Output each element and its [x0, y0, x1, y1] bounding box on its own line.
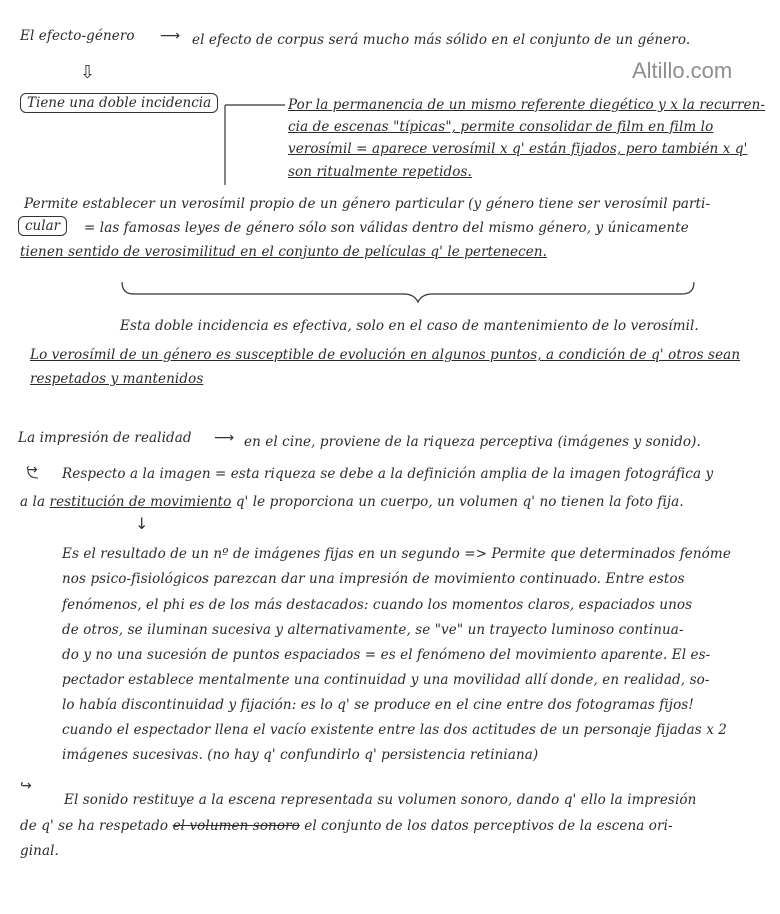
evolucion-line-1: Lo verosímil de un género es susceptible de evolución en algunos puntos, a condición de q' otros sean: [30, 347, 741, 363]
section-title-efecto-genero: El efecto-género: [20, 28, 135, 44]
incidence-line-2: cia de escenas "típicas", permite consolidar de film en film lo: [288, 119, 714, 135]
phi-paragraph-line-8: cuando el espectador llena el vacío existente entre las dos actitudes de un personaje fijadas x 2: [62, 722, 727, 738]
hook-stroke: [28, 470, 38, 478]
right-arrow-icon: ⟶: [214, 430, 235, 446]
evolucion-line-2: respetados y mantenidos: [30, 371, 204, 387]
doble-incidencia-efectiva: Esta doble incidencia es efectiva, solo en el caso de mantenimiento de lo verosímil.: [120, 318, 699, 334]
imagen-line-1: Respecto a la imagen = esta riqueza se debe a la definición amplia de la imagen fotográfica y: [62, 466, 714, 482]
phi-paragraph-line-9: imágenes sucesivas. (no hay q' confundirlo q' persistencia retiniana): [62, 747, 539, 763]
sonido-line-3: ginal.: [20, 843, 59, 859]
incidence-line-4: son ritualmente repetidos.: [288, 164, 472, 180]
phi-paragraph-line-4: de otros, se iluminan sucesiva y alternativamente, se "ve" un trayecto luminoso continua-: [62, 622, 684, 638]
down-arrow-icon: ↓: [135, 514, 149, 533]
imagen-line-2-start: a la: [20, 494, 46, 510]
doble-incidencia-box: Tiene una doble incidencia: [20, 93, 218, 113]
hook-arrow-icon: ↪: [20, 778, 32, 794]
phi-paragraph-line-3: fenómenos, el phi es de los más destacados: cuando los momentos claros, espaciados unos: [62, 597, 693, 613]
paragraph-verosimil-line-3: tienen sentido de verosimilitud en el conjunto de películas q' le pertenecen.: [20, 244, 548, 260]
phi-paragraph-line-6: pectador establece mentalmente una continuidad y una movilidad allí donde, en realidad, so-: [62, 672, 710, 688]
phi-paragraph-line-1: Es el resultado de un nº de imágenes fijas en un segundo => Permite que determinados fenóme: [62, 546, 731, 562]
down-arrow-icon: ⇩: [80, 62, 96, 83]
incidence-line-1: Por la permanencia de un mismo referente diegético y x la recurren-: [288, 97, 766, 113]
watermark-logo: Altillo.com: [632, 58, 733, 83]
paragraph-verosimil-line-1: Permite establecer un verosímil propio de un género particular (y género tiene ser verosímil parti-: [24, 196, 711, 212]
incidence-line-3: verosímil = aparece verosímil x q' están fijados, pero también x q': [288, 141, 748, 157]
section-title-impresion-realidad: La impresión de realidad: [18, 430, 192, 446]
sonido-line-2-start: de q' se ha respetado: [20, 818, 169, 834]
cular-box: cular: [18, 216, 67, 236]
phi-paragraph-line-7: lo había discontinuidad y fijación: es lo q' se produce en el cine entre dos fotogramas fijos!: [62, 697, 694, 713]
struck-text: el volumen sonoro: [172, 818, 300, 834]
phi-paragraph-line-2: nos psico-fisiológicos parezcan dar una impresión de movimiento continuado. Entre estos: [62, 571, 685, 587]
sonido-line-2-end: el conjunto de los datos perceptivos de la escena ori-: [304, 818, 673, 834]
restitucion-movimiento: restitución de movimiento: [49, 494, 232, 510]
sonido-line-1: El sonido restituye a la escena representada su volumen sonoro, dando q' ello la impresión: [64, 792, 697, 808]
imagen-line-2-end: q' le proporciona un cuerpo, un volumen q' no tienen la foto fija.: [235, 494, 684, 510]
right-arrow-icon: ⟶: [160, 28, 181, 44]
hook-arrow-icon: ↪: [26, 462, 38, 478]
curly-brace: [122, 282, 694, 302]
phi-paragraph-line-5: do y no una sucesión de puntos espaciados = es el fenómeno del movimiento aparente. El es-: [62, 647, 711, 663]
paragraph-verosimil-line-2: = las famosas leyes de género sólo son válidas dentro del mismo género, y únicamente: [84, 220, 689, 236]
efecto-genero-definition: el efecto de corpus será mucho más sólido en el conjunto de un género.: [192, 32, 691, 48]
impresion-realidad-definition: en el cine, proviene de la riqueza perceptiva (imágenes y sonido).: [244, 434, 701, 450]
